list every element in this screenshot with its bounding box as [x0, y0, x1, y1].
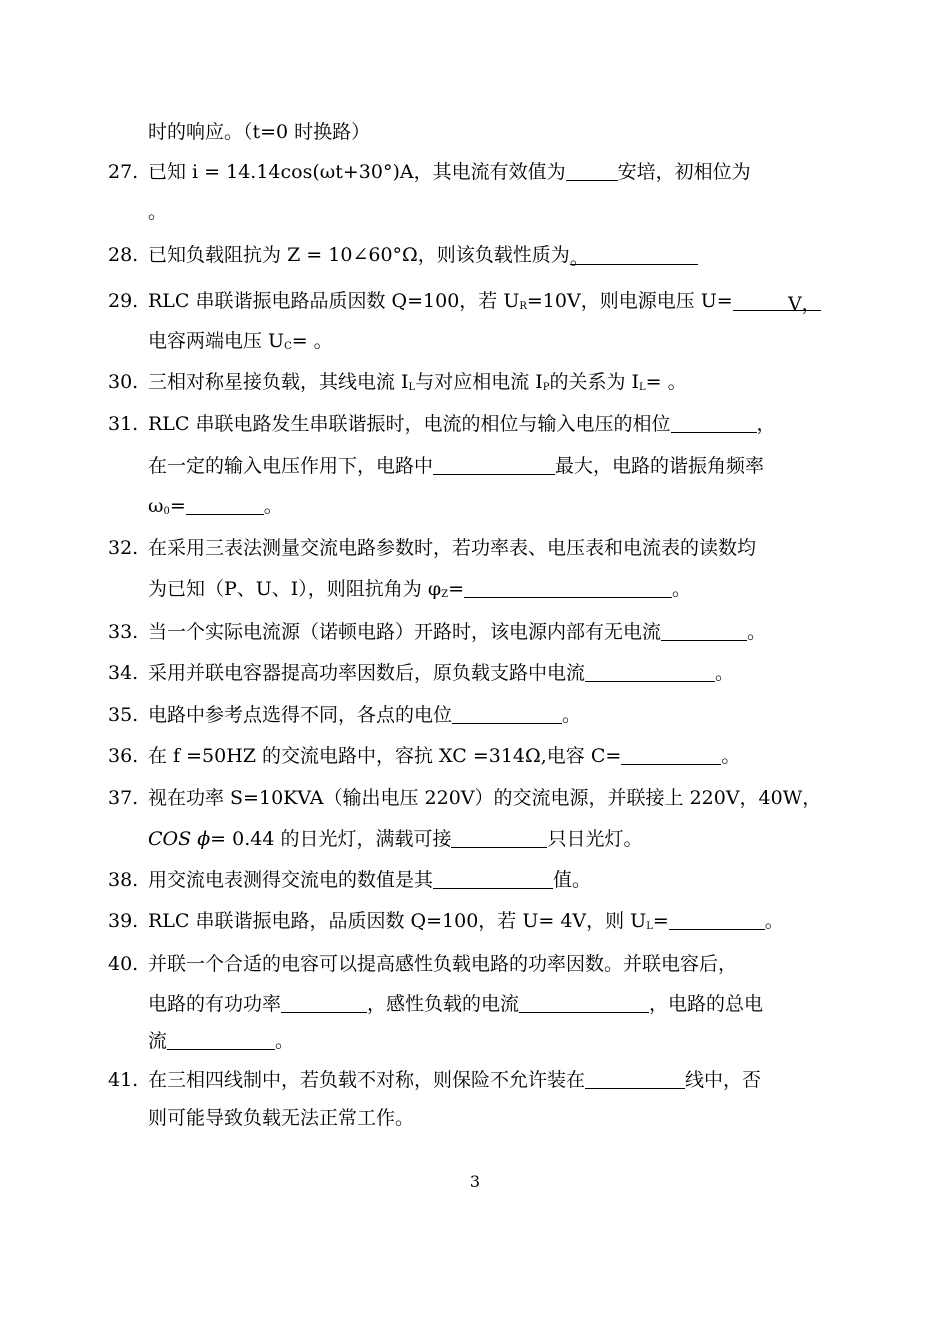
answer-blank[interactable] [167, 1029, 275, 1050]
question-34: 34. 采用并联电容器提高功率因数后，原负载支路中电流 。 [108, 659, 734, 687]
question-33: 33. 当一个实际电流源（诺顿电路）开路时，该电源内部有无电流 。 [108, 618, 766, 646]
answer-blank[interactable] [433, 868, 553, 889]
question-number: 37. [108, 787, 139, 809]
question-number: 35. [108, 704, 139, 726]
question-number: 36. [108, 745, 139, 767]
question-36: 36. 在 f =50HZ 的交流电路中，容抗 XC =314Ω,电容 C= 。 [108, 742, 740, 770]
question-37: 37. 视在功率 S=10KVA（输出电压 220V）的交流电源，并联接上 220V，40W， [108, 784, 821, 812]
question-26-tail: 时的响应。（t=0 时换路） [148, 121, 371, 143]
question-29-cont: 电容两端电压 $U_C=$ 。 [148, 330, 333, 352]
question-number: 33. [108, 621, 139, 643]
question-28: 28. 已知负载阻抗为 Z = 10∠60°Ω，则该负载性质为。 [108, 241, 698, 269]
question-number: 39. [108, 910, 139, 932]
question-number: 32. [108, 537, 139, 559]
page-number: 3 [469, 1172, 481, 1191]
question-35: 35. 电路中参考点选得不同，各点的电位 。 [108, 701, 581, 729]
question-27: 27. 已知 i = 14.14cos(ωt+30°)A，其电流有效值为 安培，初相位为 [108, 158, 751, 186]
answer-blank[interactable]: 。 [570, 244, 698, 265]
answer-blank[interactable] [281, 992, 367, 1013]
answer-blank[interactable] [661, 620, 747, 641]
answer-blank[interactable] [433, 454, 555, 475]
answer-blank[interactable] [464, 577, 672, 598]
answer-blank[interactable] [519, 992, 649, 1013]
answer-blank[interactable] [451, 827, 547, 848]
question-31-cont2: $\omega_0=$ 。 [148, 495, 283, 517]
question-38: 38. 用交流电表测得交流电的数值是其 值。 [108, 866, 591, 894]
impedance-formula: Z = 10∠60°Ω [287, 244, 418, 266]
question-number: 29. [108, 290, 139, 312]
question-number: 38. [108, 869, 139, 891]
question-39: 39. RLC 串联谐振电路，品质因数 Q=100，若 U= 4V，则 $U_L=$ 。 [108, 907, 784, 935]
question-40-cont: 电路的有功功率 ，感性负载的电流 ，电路的总电 [148, 993, 764, 1015]
question-number: 31. [108, 413, 139, 435]
answer-blank[interactable] [186, 494, 264, 515]
question-40: 40. 并联一个合适的电容可以提高感性负载电路的功率因数。并联电容后， [108, 950, 737, 978]
answer-blank[interactable] [585, 1068, 685, 1089]
question-32-cont: 为已知（P、U、I），则阻抗角为 $\varphi_Z=$ 。 [148, 578, 692, 600]
question-27-cont: 。 [148, 201, 168, 223]
answer-blank[interactable] [669, 909, 765, 930]
question-number: 34. [108, 662, 139, 684]
question-number: 27. [108, 161, 139, 183]
question-37-cont: COS ϕ= 0.44 的日光灯，满载可接 只日光灯。 [148, 828, 643, 850]
question-41-cont: 则可能导致负载无法正常工作。 [148, 1107, 415, 1129]
question-number: 41. [108, 1069, 139, 1091]
question-number: 30. [108, 371, 139, 393]
question-31: 31. RLC 串联电路发生串联谐振时，电流的相位与输入电压的相位 ， [108, 410, 776, 438]
question-32: 32. 在采用三表法测量交流电路参数时，若功率表、电压表和电流表的读数均 [108, 534, 756, 562]
question-number: 28. [108, 244, 139, 266]
answer-blank[interactable] [671, 412, 757, 433]
question-40-cont2: 流 。 [148, 1030, 295, 1052]
question-30: 30. 三相对称星接负载，其线电流 $I_L$与对应相电流 $I_P$的关系为 $I_L=$ 。 [108, 368, 687, 396]
question-41: 41. 在三相四线制中，若负载不对称，则保险不允许装在 线中，否 [108, 1066, 761, 1094]
question-31-cont: 在一定的输入电压作用下，电路中 最大，电路的谐振角频率 [148, 455, 765, 477]
answer-blank[interactable]: V， [733, 290, 821, 311]
question-29: 29. RLC 串联谐振电路品质因数 Q=100，若 $U_R=10V$，则电源电压 U= V， [108, 287, 821, 315]
answer-blank[interactable] [452, 703, 562, 724]
answer-blank[interactable] [566, 160, 618, 181]
question-number: 40. [108, 953, 139, 975]
answer-blank[interactable] [585, 661, 715, 682]
answer-blank[interactable] [621, 744, 721, 765]
